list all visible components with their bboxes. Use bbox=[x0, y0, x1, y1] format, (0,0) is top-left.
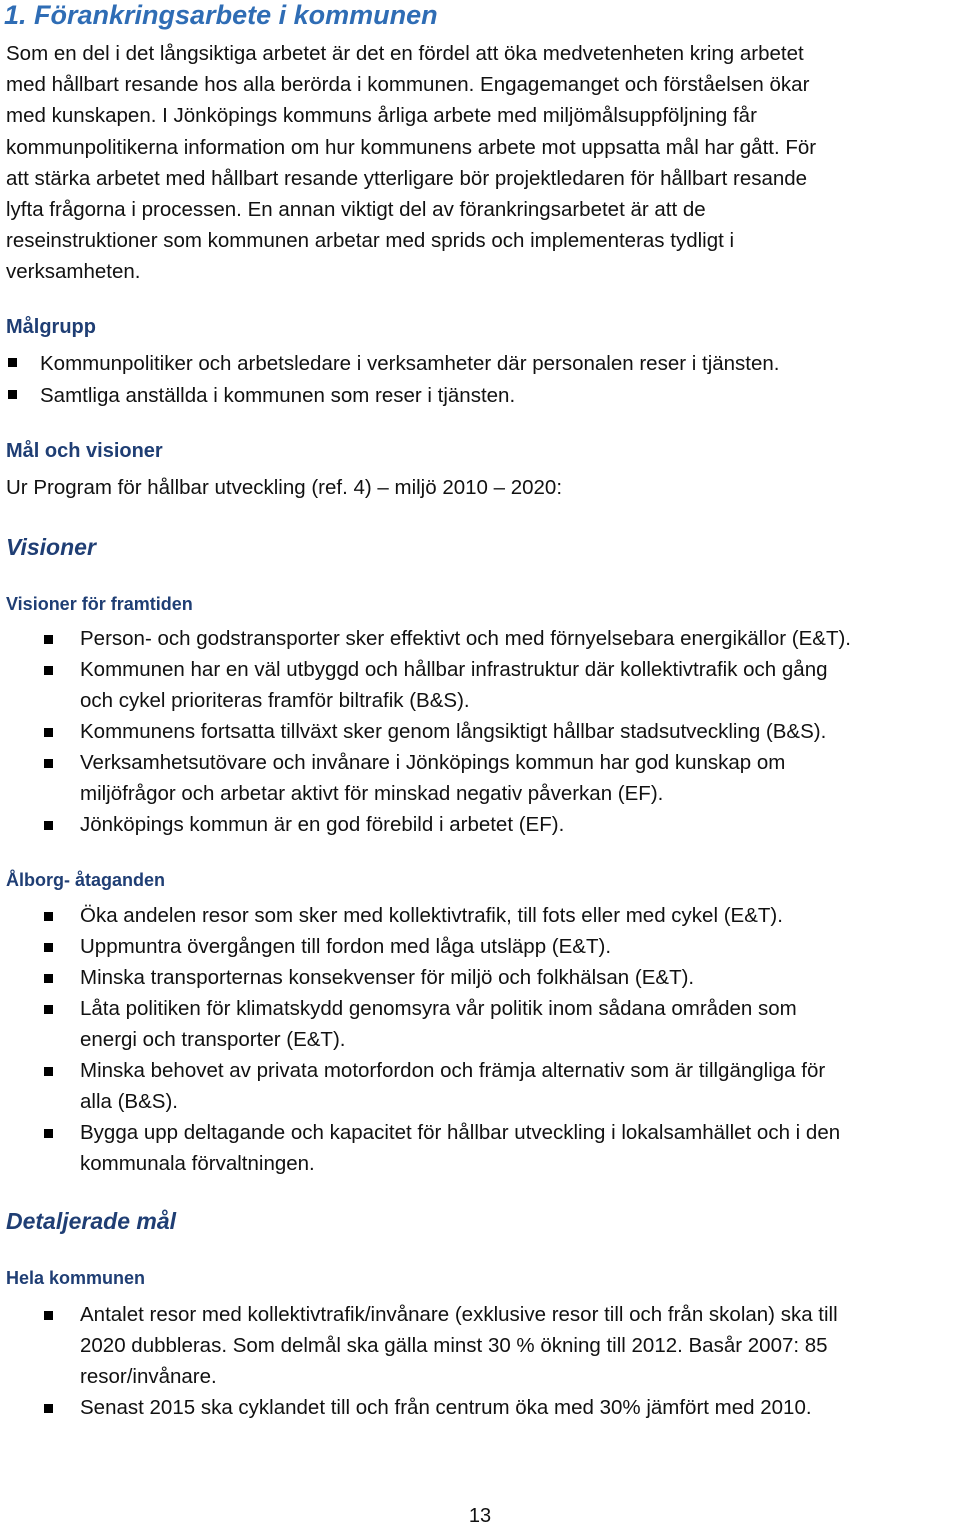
list-item: Person- och godstransporter sker effektivt och med förnyelsebara energikällor (E&T). bbox=[0, 623, 851, 654]
square-bullet-icon bbox=[44, 974, 53, 983]
page-number: 13 bbox=[468, 1505, 492, 1527]
square-bullet-icon bbox=[44, 1404, 53, 1413]
square-bullet-icon bbox=[44, 943, 53, 952]
intro-line: reseinstruktioner som kommunen arbetar med sprids och implementeras tydligt i bbox=[6, 229, 735, 253]
detaljerade-list bbox=[0, 1299, 838, 1423]
intro-line: med kunskapen. I Jönköpings kommuns årliga arbete med miljömålsuppföljning får bbox=[6, 104, 757, 128]
intro-line: Som en del i det långsiktiga arbetet är det en fördel att öka medvetenheten kring arbetet bbox=[6, 42, 804, 65]
list-item: Kommunen har en väl utbyggd och hållbar infrastruktur där kollektivtrafik och gång och cykel prioriteras framför biltrafik (B&S). bbox=[0, 654, 851, 716]
malgrupp-heading: Målgrupp bbox=[6, 316, 96, 338]
square-bullet-icon bbox=[8, 390, 17, 399]
square-bullet-icon bbox=[44, 1129, 53, 1138]
intro-paragraph bbox=[6, 38, 946, 288]
list-item: Samtliga anställda i kommunen som reser i tjänsten. bbox=[0, 380, 780, 412]
intro-line: med hållbart resande hos alla berörda i kommunen. Engagemanget och förståelsen ökar bbox=[6, 73, 810, 97]
square-bullet-icon bbox=[44, 728, 53, 737]
alborg-list bbox=[0, 900, 840, 1179]
list-item: Bygga upp deltagande och kapacitet för hållbar utveckling i lokalsamhället och i den kommunala förvaltningen. bbox=[0, 1117, 840, 1179]
visioner-subheading: Visioner för framtiden bbox=[6, 594, 193, 614]
list-item: Minska behovet av privata motorfordon och främja alternativ som är tillgängliga för alla (B&S). bbox=[0, 1055, 840, 1117]
square-bullet-icon bbox=[44, 759, 53, 768]
list-item: Verksamhetsutövare och invånare i Jönköpings kommun har god kunskap om miljöfrågor och arbetar aktivt för minskad negativ påverkan (EF). bbox=[0, 747, 851, 809]
list-item: Kommunpolitiker och arbetsledare i verksamheter där personalen reser i tjänsten. bbox=[0, 348, 780, 380]
list-item: Jönköpings kommun är en god förebild i arbetet (EF). bbox=[0, 809, 851, 840]
list-item: Öka andelen resor som sker med kollektivtrafik, till fots eller med cykel (E&T). bbox=[0, 900, 840, 931]
square-bullet-icon bbox=[44, 1311, 53, 1320]
square-bullet-icon bbox=[44, 821, 53, 830]
alborg-heading: Ålborg- åtaganden bbox=[6, 870, 166, 890]
square-bullet-icon bbox=[44, 1067, 53, 1076]
detaljerade-mal-heading: Detaljerade mål bbox=[6, 1208, 177, 1234]
program-reference: Ur Program för hållbar utveckling (ref. 4) – miljö 2010 – 2020: bbox=[6, 476, 563, 499]
intro-line: lyfta frågorna i processen. En annan viktigt del av förankringsarbetet är att de bbox=[6, 198, 706, 222]
visioner-heading: Visioner bbox=[6, 534, 96, 560]
list-item: Uppmuntra övergången till fordon med låga utsläpp (E&T). bbox=[0, 931, 840, 962]
section-title: 1. Förankringsarbete i kommunen bbox=[4, 0, 438, 30]
list-item: Senast 2015 ska cyklandet till och från centrum öka med 30% jämfört med 2010. bbox=[0, 1392, 838, 1423]
visioner-list bbox=[0, 623, 851, 840]
intro-line: verksamheten. bbox=[6, 260, 141, 284]
mal-och-visioner-heading: Mål och visioner bbox=[6, 440, 163, 462]
square-bullet-icon bbox=[44, 1005, 53, 1014]
intro-line: att stärka arbetet med hållbart resande ytterligare bör projektledaren för hållbart resande bbox=[6, 166, 808, 190]
square-bullet-icon bbox=[44, 635, 53, 644]
list-item: Antalet resor med kollektivtrafik/invånare (exklusive resor till och från skolan) ska till 2020 dubbleras. Som delmål ska gälla minst 30 % ökning till 2012. Basår 2007: 85 resor/invånare. bbox=[0, 1299, 838, 1392]
square-bullet-icon bbox=[44, 666, 53, 675]
intro-line: kommunpolitikerna information om hur kommunens arbete mot uppsatta mål har gått. För bbox=[6, 135, 817, 159]
list-item: Kommunens fortsatta tillväxt sker genom långsiktigt hållbar stadsutveckling (B&S). bbox=[0, 716, 851, 747]
hela-kommunen-subheading: Hela kommunen bbox=[6, 1268, 146, 1288]
list-item: Minska transporternas konsekvenser för miljö och folkhälsan (E&T). bbox=[0, 962, 840, 993]
square-bullet-icon bbox=[44, 912, 53, 921]
list-item: Låta politiken för klimatskydd genomsyra vår politik inom sådana områden som energi och transporter (E&T). bbox=[0, 993, 840, 1055]
square-bullet-icon bbox=[8, 358, 17, 367]
malgrupp-list bbox=[0, 348, 780, 412]
